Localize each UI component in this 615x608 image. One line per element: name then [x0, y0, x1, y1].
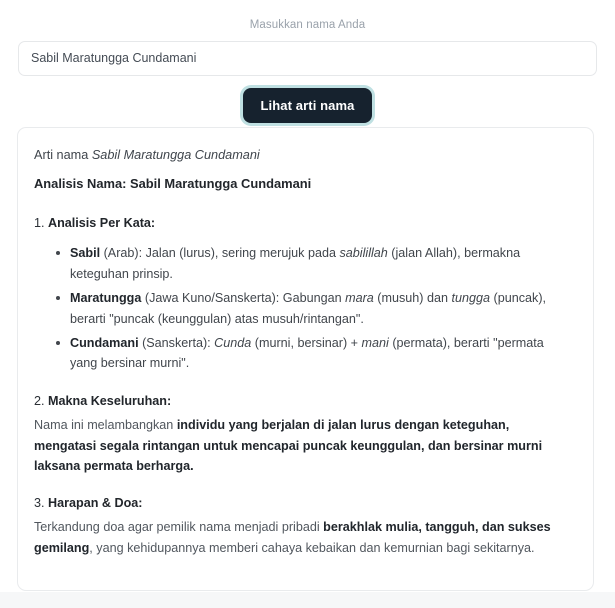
result-card [17, 127, 594, 591]
word-desc-a: (Jawa Kuno/Sanskerta): Gabungan [141, 290, 346, 305]
section1-number: 1. [34, 216, 49, 231]
word-term: Sabil [70, 246, 101, 260]
list-item [56, 243, 573, 285]
section3-body-tail: , yang kehidupannya memberi cahaya kebaikan dan kemurnian bagi sekitarnya. [89, 540, 535, 555]
section3-body [34, 517, 573, 558]
section-analisis-per-kata [34, 214, 573, 374]
arti-nama-line [34, 146, 573, 164]
name-input[interactable] [18, 41, 597, 76]
word-desc-b: (murni, bersinar) + [251, 335, 362, 350]
section1-heading [34, 214, 573, 233]
section2-heading [34, 392, 573, 411]
word-desc-b: (musuh) dan [373, 290, 452, 305]
section3-title: Harapan & Doa: [48, 496, 143, 511]
section3-heading [34, 494, 573, 513]
word-term: Cundamani [70, 335, 139, 350]
section3-number: 3. [34, 496, 49, 511]
word-term: Maratungga [70, 290, 142, 305]
section2-title: Makna Keseluruhan: [48, 394, 172, 409]
word-italic-1: Cunda [214, 335, 252, 350]
list-item [56, 288, 573, 330]
section2-body-normal: Nama ini melambangkan [34, 418, 177, 433]
section2-number: 2. [34, 394, 49, 409]
analysis-title: Analisis Nama: Sabil Maratungga Cundamani [34, 176, 312, 192]
submit-button-row [18, 88, 597, 123]
word-desc-c: (permata), berarti "permata yang bersinar murni". [70, 335, 544, 371]
word-italic-1: mara [345, 290, 374, 305]
section1-title: Analisis Per Kata: [48, 216, 156, 231]
section3-body-normal: Terkandung doa agar pemilik nama menjadi pribadi [34, 520, 324, 535]
word-desc-a: (Arab): Jalan (lurus), sering merujuk pada [100, 246, 340, 260]
section2-body [34, 415, 573, 476]
arti-nama-value: Sabil Maratungga Cundamani [91, 148, 260, 162]
word-desc-b: (jalan Allah), bermakna keteguhan prinsip. [70, 246, 521, 281]
arti-nama-prefix: Arti nama [34, 148, 92, 162]
section2-body-bold: individu yang berjalan di jalan lurus dengan keteguhan, mengatasi segala rintangan untuk mencapai puncak keunggulan, dan bersinar murni laksana permata berharga. [34, 418, 543, 474]
word-italic-2: mani [361, 335, 389, 350]
page-bottom-strip [0, 592, 615, 608]
section-harapan-doa [34, 494, 573, 558]
input-form-area [0, 0, 615, 123]
lihat-arti-nama-button[interactable]: Lihat arti nama [243, 88, 373, 123]
word-desc-c: (puncak), berarti "puncak (keunggulan) atas musuh/rintangan". [70, 290, 547, 326]
section-makna-keseluruhan [34, 392, 573, 476]
word-italic-1: sabilillah [339, 246, 388, 260]
name-input-label: Masukkan nama Anda [249, 19, 366, 31]
section3-body-bold: berakhlak mulia, tangguh, dan sukses gemilang [34, 520, 551, 555]
word-italic-2: tungga [451, 290, 491, 305]
list-item [56, 333, 573, 375]
word-desc-a: (Sanskerta): [138, 335, 215, 350]
word-analysis-list [34, 243, 573, 374]
